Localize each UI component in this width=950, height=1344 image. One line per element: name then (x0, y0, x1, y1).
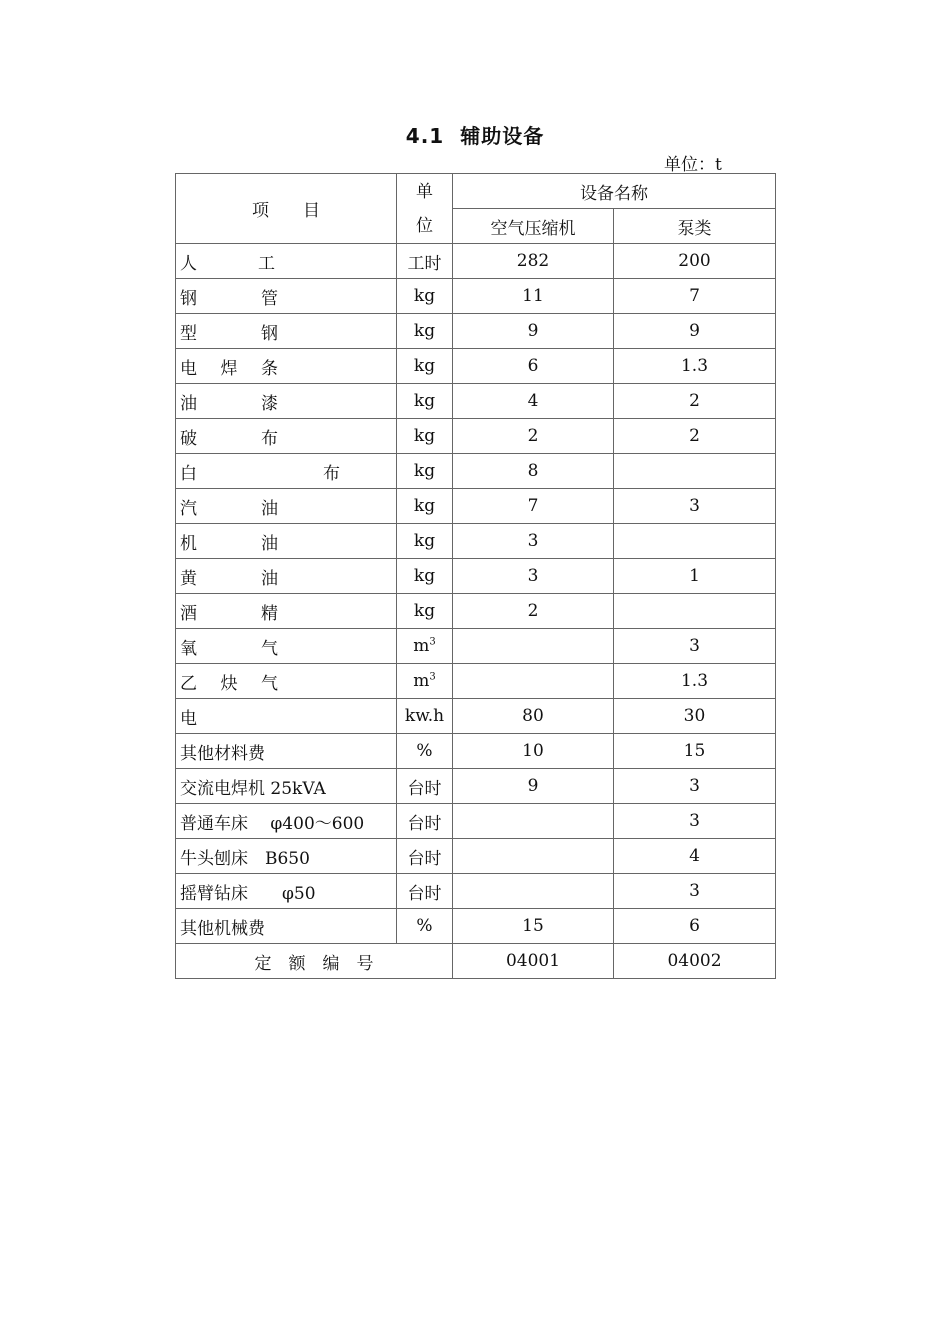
row-item-name-part: 精 (261, 603, 278, 624)
row-unit: kg (397, 349, 453, 384)
row-unit: % (397, 909, 453, 944)
row-item-name-part: 黄 (180, 568, 197, 589)
row-item-name-part: 炔 (220, 673, 238, 694)
row-unit: kg (397, 384, 453, 419)
cell-air-compressor: 9 (453, 314, 614, 349)
row-item-name: 其他机械费 (176, 909, 397, 944)
table-row (176, 909, 776, 944)
row-unit: kg (397, 279, 453, 314)
row-item-name-part: 漆 (261, 393, 278, 414)
cell-pumps: 3 (614, 769, 776, 804)
row-unit: 台时 (397, 839, 453, 874)
cell-air-compressor (453, 664, 614, 699)
cell-pumps: 1 (614, 559, 776, 594)
row-item-name-part: 油 (261, 498, 278, 519)
row-unit: % (397, 734, 453, 769)
page-title (0, 120, 950, 149)
header-row (176, 174, 776, 209)
row-item-name: 其他材料费 (176, 734, 397, 769)
table-row (176, 734, 776, 769)
cell-air-compressor: 3 (453, 524, 614, 559)
cell-air-compressor: 4 (453, 384, 614, 419)
cell-air-compressor: 11 (453, 279, 614, 314)
row-unit (397, 664, 453, 699)
table-row (176, 314, 776, 349)
header-col-pumps: 泵类 (614, 209, 776, 244)
row-item-name-part: 机 (180, 533, 197, 554)
cell-pumps: 3 (614, 804, 776, 839)
cell-air-compressor: 3 (453, 559, 614, 594)
cell-air-compressor: 282 (453, 244, 614, 279)
row-item-name-part: 工 (258, 253, 275, 274)
row-item-name-part: 人 (180, 253, 197, 274)
cell-pumps: 3 (614, 874, 776, 909)
row-item-name-part: 油 (261, 533, 278, 554)
cell-pumps: 1.3 (614, 349, 776, 384)
row-unit: 工时 (397, 244, 453, 279)
cell-pumps: 2 (614, 384, 776, 419)
header-item: 项 目 (176, 174, 397, 244)
table-row (176, 454, 776, 489)
cell-pumps: 3 (614, 629, 776, 664)
row-item-name (176, 419, 397, 454)
row-item-name-part: 汽 (180, 498, 197, 519)
cell-pumps: 9 (614, 314, 776, 349)
header-col-air-compressor: 空气压缩机 (453, 209, 614, 244)
row-item-name-part: 油 (180, 393, 197, 414)
row-item-name: 摇臂钻床 φ50 (176, 874, 397, 909)
header-unit (397, 174, 453, 244)
row-item-name-part: 钢 (261, 323, 278, 344)
cell-pumps: 3 (614, 489, 776, 524)
row-item-name: 交流电焊机 25kVA (176, 769, 397, 804)
row-item-name-part: 布 (261, 428, 278, 449)
row-unit: kg (397, 419, 453, 454)
cell-air-compressor (453, 874, 614, 909)
cell-air-compressor: 8 (453, 454, 614, 489)
header-unit-top: 单 (416, 181, 433, 202)
row-unit: kg (397, 524, 453, 559)
row-item-name (176, 664, 397, 699)
row-item-name-part: 型 (180, 323, 197, 344)
cell-pumps: 15 (614, 734, 776, 769)
header-unit-bottom: 位 (416, 215, 433, 236)
row-item-name (176, 349, 397, 384)
table-row (176, 279, 776, 314)
row-item-name-part: 布 (323, 463, 340, 484)
row-unit: kg (397, 314, 453, 349)
cell-pumps: 200 (614, 244, 776, 279)
quota-code-2: 04002 (614, 944, 776, 979)
unit-note: 单位：t (664, 155, 722, 175)
cell-pumps (614, 524, 776, 559)
cell-air-compressor: 2 (453, 419, 614, 454)
cell-air-compressor (453, 839, 614, 874)
table-row (176, 524, 776, 559)
row-item-name-part: 油 (261, 568, 278, 589)
cell-air-compressor: 9 (453, 769, 614, 804)
cell-air-compressor: 7 (453, 489, 614, 524)
row-item-name (176, 384, 397, 419)
row-item-name-part: 破 (180, 428, 197, 449)
table-body (176, 244, 776, 944)
table-row (176, 699, 776, 734)
row-unit: kg (397, 559, 453, 594)
table-row (176, 664, 776, 699)
row-item-name (176, 559, 397, 594)
row-unit-base: m (413, 636, 430, 656)
cell-pumps: 30 (614, 699, 776, 734)
table-row (176, 839, 776, 874)
cell-pumps: 4 (614, 839, 776, 874)
row-unit: kw.h (397, 699, 453, 734)
quota-code-1: 04001 (453, 944, 614, 979)
table-row (176, 244, 776, 279)
row-item-name-part: 条 (261, 358, 278, 379)
table-row (176, 489, 776, 524)
table-row (176, 874, 776, 909)
row-item-name: 牛头刨床 B650 (176, 839, 397, 874)
table-row (176, 384, 776, 419)
cell-pumps (614, 454, 776, 489)
row-item-name-part: 钢 (180, 288, 197, 309)
row-item-name-part: 管 (261, 288, 278, 309)
cell-pumps: 6 (614, 909, 776, 944)
row-item-name: 普通车床 φ400～600 (176, 804, 397, 839)
row-unit: kg (397, 489, 453, 524)
header-equipment-group: 设备名称 (453, 174, 776, 209)
row-unit: 台时 (397, 804, 453, 839)
row-item-name (176, 594, 397, 629)
row-item-name-part: 酒 (180, 603, 197, 624)
cell-air-compressor (453, 804, 614, 839)
cell-air-compressor: 80 (453, 699, 614, 734)
row-item-name (176, 314, 397, 349)
row-unit-superscript: 3 (429, 671, 436, 683)
row-item-name (176, 244, 397, 279)
section-number: 4.1 (405, 124, 445, 148)
row-item-name-part: 电 (180, 358, 197, 379)
row-unit-base: m (413, 671, 430, 691)
quota-table (175, 173, 776, 979)
table-row (176, 769, 776, 804)
cell-air-compressor: 15 (453, 909, 614, 944)
quota-number-label: 定 额 编 号 (176, 944, 453, 979)
row-item-name (176, 454, 397, 489)
cell-air-compressor (453, 629, 614, 664)
cell-air-compressor: 10 (453, 734, 614, 769)
table-row (176, 349, 776, 384)
cell-air-compressor: 2 (453, 594, 614, 629)
cell-air-compressor: 6 (453, 349, 614, 384)
row-item-name-part: 气 (261, 638, 278, 659)
table-row (176, 594, 776, 629)
row-unit (397, 629, 453, 664)
row-unit: 台时 (397, 874, 453, 909)
row-unit: kg (397, 454, 453, 489)
row-item-name-part: 气 (261, 673, 278, 694)
table-row (176, 559, 776, 594)
cell-pumps (614, 594, 776, 629)
table-row (176, 419, 776, 454)
row-unit: 台时 (397, 769, 453, 804)
table-row (176, 629, 776, 664)
row-item-name (176, 629, 397, 664)
row-item-name-part: 乙 (180, 673, 197, 694)
table-row (176, 804, 776, 839)
row-unit: kg (397, 594, 453, 629)
row-item-name (176, 524, 397, 559)
cell-pumps: 2 (614, 419, 776, 454)
row-item-name-part: 白 (180, 463, 197, 484)
row-item-name (176, 279, 397, 314)
row-item-name: 电 (176, 699, 397, 734)
row-item-name (176, 489, 397, 524)
row-unit-superscript: 3 (429, 636, 436, 648)
row-item-name-part: 氧 (180, 638, 197, 659)
section-title: 辅助设备 (460, 124, 545, 148)
row-item-name-part: 焊 (220, 358, 238, 379)
cell-pumps: 7 (614, 279, 776, 314)
footer-row (176, 944, 776, 979)
cell-pumps: 1.3 (614, 664, 776, 699)
